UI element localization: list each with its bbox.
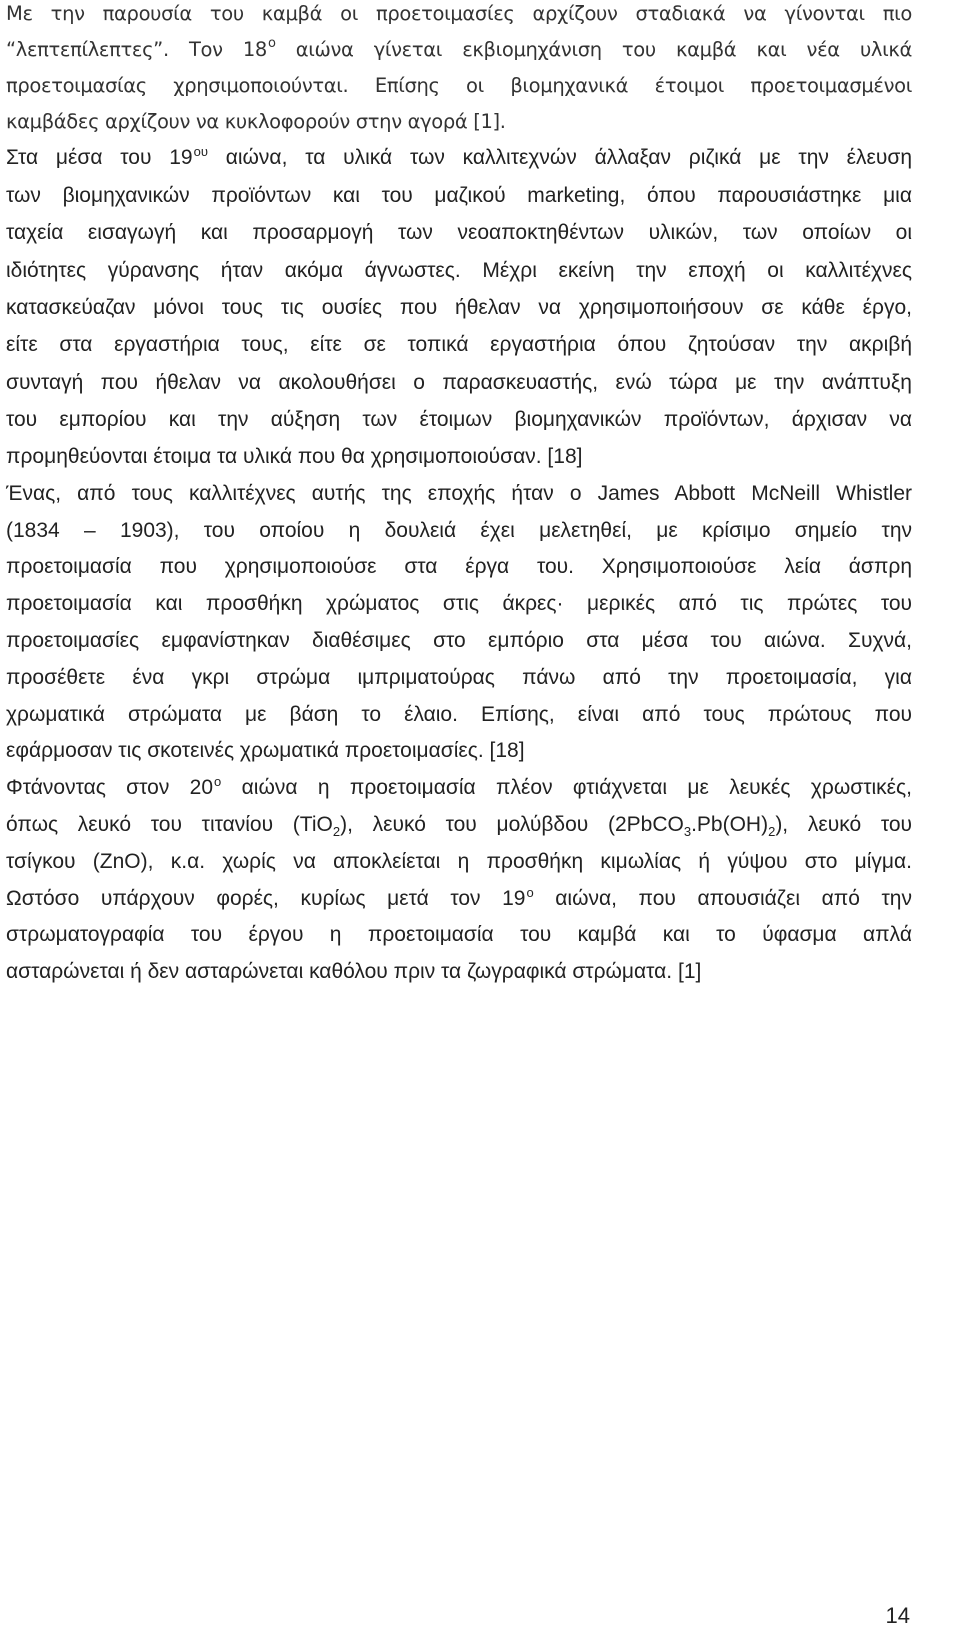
text-line (6, 848, 912, 876)
text-segment: Ένας, από τους καλλιτέχνες αυτής της εποχής ήταν ο James Abbott McNeill Whistler (6, 482, 912, 505)
text-segment: ασταρώνεται ή δεν ασταρώνεται καθόλου πριν τα ζωγραφικά στρώματα. [1] (6, 960, 702, 983)
text-line (6, 885, 912, 913)
subscript-text: 2 (768, 824, 776, 839)
text-segment: Φτάνοντας στον 20 (6, 776, 214, 799)
subscript-text: 3 (683, 824, 692, 839)
text-line (6, 517, 912, 545)
text-segment: Στα μέσα του 19 (6, 146, 193, 169)
text-segment: αιώνα, που απουσιάζει από την (533, 887, 912, 910)
text-segment: προετοιμασία και προσθήκη χρώματος στις άκρες· μερικές από τις πρώτες του (6, 592, 912, 615)
text-segment: των βιομηχανικών προϊόντων και του μαζικού marketing, όπου παρουσιάστηκε μια (6, 184, 912, 207)
text-segment: χρωματικά στρώματα με βάση το έλαιο. Επίσης, είναι από τους πρώτους που (6, 703, 912, 726)
text-line (6, 369, 912, 397)
text-segment: προετοιμασίες εμφανίστηκαν διαθέσιμες στο εμπόριο στα μέσα του αιώνα. Συχνά, (6, 629, 912, 652)
text-segment: αιώνα η προετοιμασία πλέον φτιάχνεται με λευκές χρωστικές, (221, 776, 913, 799)
text-segment: .Pb(OH) (691, 813, 769, 836)
text-line (6, 0, 912, 28)
text-segment: του εμπορίου και την αύξηση των έτοιμων βιομηχανικών προϊόντων, άρχισαν να (6, 408, 912, 431)
subscript-text: 2 (332, 824, 341, 839)
text-line (6, 480, 912, 508)
page-number: 14 (885, 1603, 910, 1628)
text-line (6, 701, 912, 729)
text-segment: όπως λευκό του τιτανίου (TiO (6, 813, 333, 836)
text-segment: ), λευκό του μολύβδου (2PbCO (340, 813, 684, 836)
text-line (6, 257, 912, 285)
text-segment: αιώνα γίνεται εκβιομηχάνιση του καμβά και νέα υλικά (275, 38, 912, 61)
superscript-text: ο (214, 774, 222, 789)
text-line (6, 219, 912, 247)
text-segment: “λεπτεπίλεπτες”. Τον 18 (6, 38, 267, 61)
text-segment: ταχεία εισαγωγή και προσαρμογή των νεοαποκτηθέντων υλικών, των οποίων οι (6, 221, 912, 244)
text-line (6, 627, 912, 655)
text-segment: προμηθεύονται έτοιμα τα υλικά που θα χρησιμοποιούσαν. [18] (6, 445, 583, 468)
text-segment: ), λευκό του (775, 813, 912, 836)
text-segment: τσίγκου (ZnO), κ.α. χωρίς να αποκλείεται η προσθήκη κιμωλίας ή γύψου στο μίγμα. (6, 850, 912, 873)
text-line (6, 921, 912, 949)
text-segment: είτε στα εργαστήρια τους, είτε σε τοπικά εργαστήρια όπου ζητούσαν την ακριβή (6, 333, 912, 356)
text-line (6, 774, 912, 802)
text-segment: Ωστόσο υπάρχουν φορές, κυρίως μετά τον 19 (6, 887, 526, 910)
superscript-text: ου (193, 144, 208, 159)
text-line (6, 590, 912, 618)
text-line (6, 144, 912, 172)
text-line (6, 737, 525, 765)
text-line (6, 958, 701, 986)
text-segment: στρωματογραφία του έργου η προετοιμασία του καμβά και το ύφασμα απλά (6, 923, 912, 946)
text-segment: εφάρμοσαν τις σκοτεινές χρωματικά προετοιμασίες. [18] (6, 739, 525, 762)
text-segment: προσέθετε ένα γκρι στρώμα ιμπριματούρας πάνω από την προετοιμασία, για (6, 666, 912, 689)
text-segment: καμβάδες αρχίζουν να κυκλοφορούν στην αγορά [1]. (6, 110, 506, 133)
text-segment: προετοιμασία που χρησιμοποιούσε στα έργα του. Χρησιμοποιούσε λεία άσπρη (6, 555, 912, 578)
text-segment: συνταγή που ήθελαν να ακολουθήσει ο παρασκευαστής, ενώ τώρα με την ανάπτυξη (6, 371, 912, 394)
text-segment: (1834 – 1903), του οποίου η δουλειά έχει μελετηθεί, με κρίσιμο σημείο την (6, 519, 912, 542)
text-line (6, 443, 582, 471)
text-segment: κατασκεύαζαν μόνοι τους τις ουσίες που ήθελαν να χρησιμοποιήσουν σε κάθε έργο, (6, 296, 912, 319)
superscript-text: ο (267, 36, 276, 51)
text-line (6, 294, 912, 322)
text-segment: Με την παρουσία του καμβά οι προετοιμασίες αρχίζουν σταδιακά να γίνονται πιο (6, 2, 912, 25)
text-line (6, 36, 912, 64)
text-segment: προετοιμασίας χρησιμοποιούνται. Επίσης οι βιομηχανικά έτοιμοι προετοιμασμένοι (6, 74, 912, 97)
text-line (6, 108, 506, 136)
text-line (6, 406, 912, 434)
text-segment: αιώνα, τα υλικά των καλλιτεχνών άλλαξαν ριζικά με την έλευση (207, 146, 913, 169)
text-segment: ιδιότητες γύρανσης ήταν ακόμα άγνωστες. Μέχρι εκείνη την εποχή οι καλλιτέχνες (6, 259, 912, 282)
text-line (6, 553, 912, 581)
text-line (6, 331, 912, 359)
text-line (6, 811, 912, 839)
text-line (6, 72, 912, 100)
superscript-text: ο (526, 885, 534, 900)
text-line (6, 664, 912, 692)
text-line (6, 182, 912, 210)
